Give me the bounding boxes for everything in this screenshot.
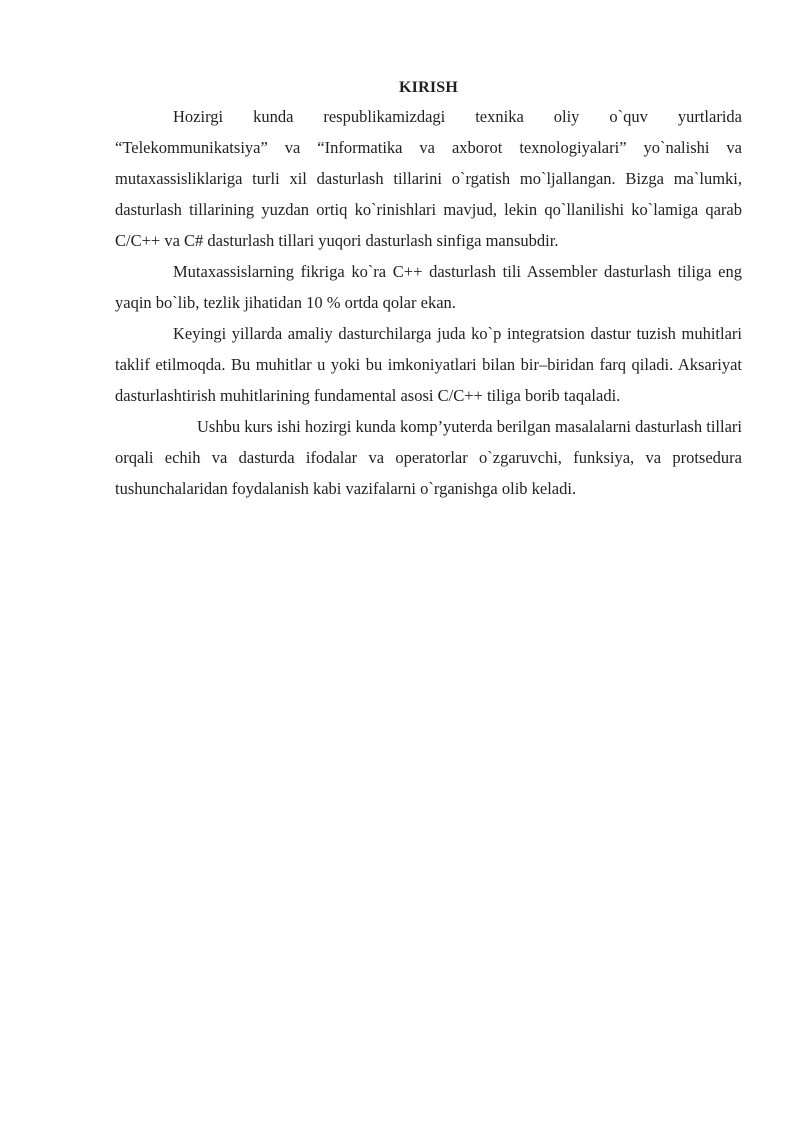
- section-title: KIRISH: [399, 79, 458, 96]
- paragraph-intro: Hozirgi kunda respublikamizdagi texnika oliy o`quv yurtlarida “Telekommunikatsiya” va “Informatika va axborot texnologiyalari” yo`nalishi va mutaxassisliklariga turli xil dasturlash tillarini o`rgatish mo`ljallangan. Bizga ma`lumki, dasturlash tillarining yuzdan ortiq ko`rinishlari mavjud, lekin qo`llanilishi ko`lamiga qarab C/C++ va C# dasturlash tillari yuqori dasturlash sinfiga mansubdir.: [115, 107, 742, 250]
- document-body: [115, 78, 742, 504]
- paragraph-environments: Keyingi yillarda amaliy dasturchilarga juda ko`p integratsion dastur tuzish muhitlari taklif etilmoqda. Bu muhitlar u yoki bu imkoniyatlari bilan bir–biridan farq qiladi. Aksariyat dasturlashtirish muhitlarining fundamental asosi C/C++ tiliga borib taqaladi.: [115, 324, 742, 405]
- paragraph-course-work: Ushbu kurs ishi hozirgi kunda komp’yuterda berilgan masalalarni dasturlash tillari orqali echih va dasturda ifodalar va operatorlar o`zgaruvchi, funksiya, va protsedura tushunchalaridan foydalanish kabi vazifalarni o`rganishga olib keladi.: [115, 417, 742, 498]
- paragraph-specialists: Mutaxassislarning fikriga ko`ra C++ dasturlash tili Assembler dasturlash tiliga eng yaqin bo`lib, tezlik jihatidan 10 % ortda qolar ekan.: [115, 262, 742, 312]
